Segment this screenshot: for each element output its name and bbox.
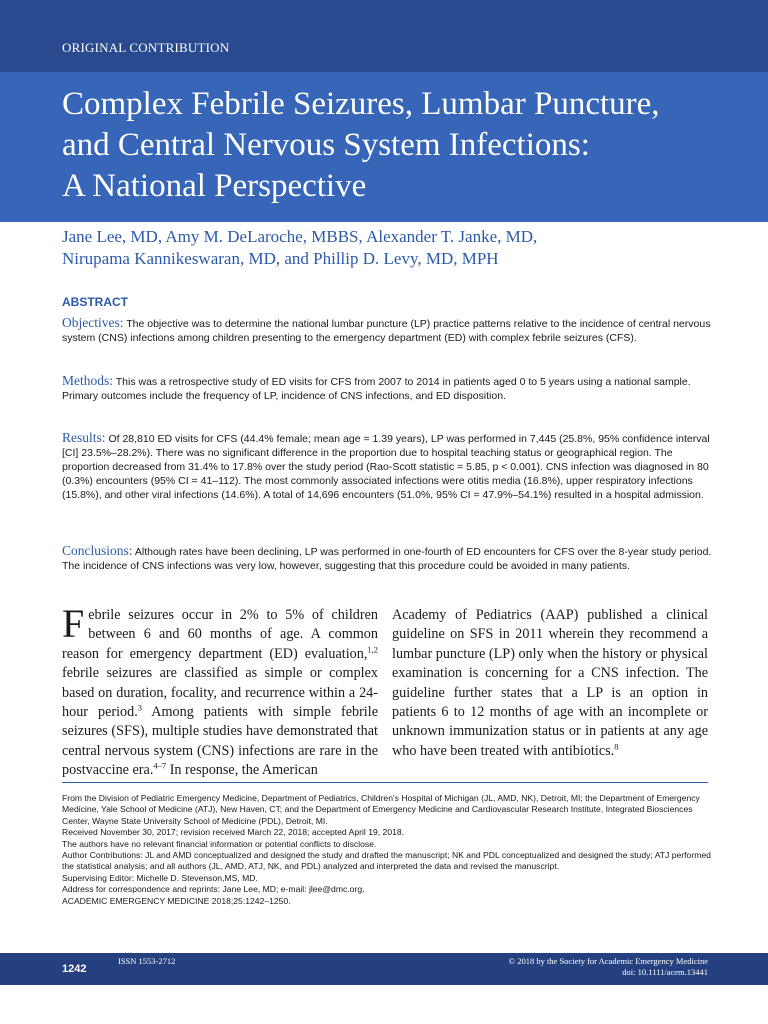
title-line-2: and Central Nervous System Infections:: [62, 127, 590, 163]
doi: doi: 10.1111/acem.13441: [622, 967, 708, 977]
abstract-methods: [62, 374, 712, 403]
citation-ref: 3: [137, 702, 143, 713]
body-text: In response, the American: [166, 762, 318, 779]
footnote-affiliation: From the Division of Pediatric Emergency Medicine, Department of Pediatrics, Children's Hospital of Michigan (JL, AMD, NK), Detroit, MI; the Department of Emergency Medicine, Yale School of Medicine (ATJ), New Haven, CT; and the Department of Emergency Medicine and Cardiovascular Research Institute, Integrated Biosciences Center, Wayne State University School of Medicine (PDL), Detroit, MI.: [62, 793, 700, 826]
footnote-editor: Supervising Editor: Michelle D. Stevenson,MS, MD.: [62, 872, 258, 883]
authors-line-2: Nirupama Kannikeswaran, MD, and Phillip D. Levy, MD, MPH: [62, 249, 499, 268]
footnotes: [62, 793, 712, 907]
body-text: febrile seizures are classified as simple or complex based on duration, focality, and recurrence within a 24-hour period.: [62, 665, 378, 721]
methods-label: Methods:: [62, 373, 114, 388]
body-text: ebrile seizures occur in 2% to 5% of children between 6 and 60 months of age. A common reason for emergency department (ED) evaluation,: [62, 607, 378, 662]
conclusions-label: Conclusions:: [62, 543, 133, 558]
title-line-3: A National Perspective: [62, 168, 367, 204]
results-text: Of 28,810 ED visits for CFS (44.4% female; mean age = 1.39 years), LP was performed in 7,445 (25.8%, 95% confidence interval [CI] 23.5%–28.2%). There was no significant difference in the proportion due to hospital teaching status or geographical region. The proportion decreased from 31.4% to 17.8% over the study period (Rao-Scott statistic = 5.85, p < 0.001). CNS infection was diagnosed in 80 (0.3%) encounters (95% CI = 41–112). The most commonly associated infections were otitis media (16.8%), upper respiratory infections (15.8%), and other viral infections (14.6%). A total of 14,696 encounters (51.0%, 95% CI = 47.9%–54.1%) resulted in a hospital admission.: [62, 433, 710, 501]
authors-line-1: Jane Lee, MD, Amy M. DeLaroche, MBBS, Alexander T. Janke, MD,: [62, 227, 538, 246]
footnote-received: Received November 30, 2017; revision received March 22, 2018; accepted April 19, 2018.: [62, 827, 405, 838]
objectives-text: The objective was to determine the national lumbar puncture (LP) practice patterns relative to the incidence of central nervous system (CNS) infections among children presenting to the emergency department (ED) with complex febrile seizures (CFS).: [62, 318, 711, 344]
footnote-contributions: Author Contributions: JL and AMD conceptualized and designed the study and drafted the manuscript; NK and PDL conceptualized and designed the study; ATJ performed the statistical analysis; and all authors (JL, AMD, ATJ, NK, and PDL) analyzed and interpreted the data and revised the manuscript.: [62, 850, 711, 872]
copyright: © 2018 by the Society for Academic Emergency Medicine: [508, 956, 708, 966]
objectives-label: Objectives:: [62, 315, 124, 330]
title-line-1: Complex Febrile Seizures, Lumbar Puncture,: [62, 86, 660, 122]
abstract-conclusions: [62, 544, 712, 573]
citation-ref: 1,2: [367, 644, 378, 655]
citation-ref: 8: [614, 741, 619, 752]
citation-ref: 4–7: [153, 760, 167, 771]
author-list: [62, 226, 722, 270]
methods-text: This was a retrospective study of ED visits for CFS from 2007 to 2014 in patients aged 0 to 5 years using a national sample. Primary outcomes include the frequency of LP, incidence of CNS infections, and ED disposition.: [62, 376, 691, 402]
conclusions-text: Although rates have been declining, LP was performed in one-fourth of ED encounters for CFS over the 8-year study period. The incidence of CNS infections was very low, however, suggesting that this procedure could be avoided in many patients.: [62, 546, 712, 572]
header-band: [0, 0, 768, 72]
drop-cap: F: [62, 601, 85, 646]
section-label: ORIGINAL CONTRIBUTION: [62, 40, 230, 55]
footnote-citation: ACADEMIC EMERGENCY MEDICINE 2018;25:1242–1250.: [62, 895, 291, 906]
issn: ISSN 1553-2712: [118, 956, 176, 966]
body-text: Among patients with simple febrile seizures (SFS), multiple studies have demonstrated that central nervous system (CNS) infections are rare in the postvaccine era.: [62, 704, 378, 779]
footnote-conflicts: The authors have no relevant financial information or potential conflicts to disclose.: [62, 838, 377, 849]
results-label: Results:: [62, 430, 106, 445]
copyright-block: [509, 956, 708, 978]
footnote-divider: [62, 782, 708, 783]
body-text: Academy of Pediatrics (AAP) published a clinical guideline on SFS in 2011 wherein they recommend a lumbar puncture (LP) only when the history or physical examination is concerning for a CNS infection. The guideline further states that a LP is an option in patients 6 to 12 months of age with an incomplete or unknown immunization status or in patients at any age who have been treated with antibiotics.: [392, 607, 708, 759]
abstract-results: [62, 431, 712, 502]
abstract-objectives: [62, 316, 712, 345]
footnote-address: Address for correspondence and reprints: Jane Lee, MD; e-mail: jlee@dmc.org.: [62, 884, 365, 895]
body-column-right: [392, 606, 708, 761]
page-number: 1242: [62, 963, 87, 975]
abstract-heading: ABSTRACT: [62, 295, 128, 309]
article-title: [62, 84, 752, 207]
body-column-left: [62, 601, 378, 781]
